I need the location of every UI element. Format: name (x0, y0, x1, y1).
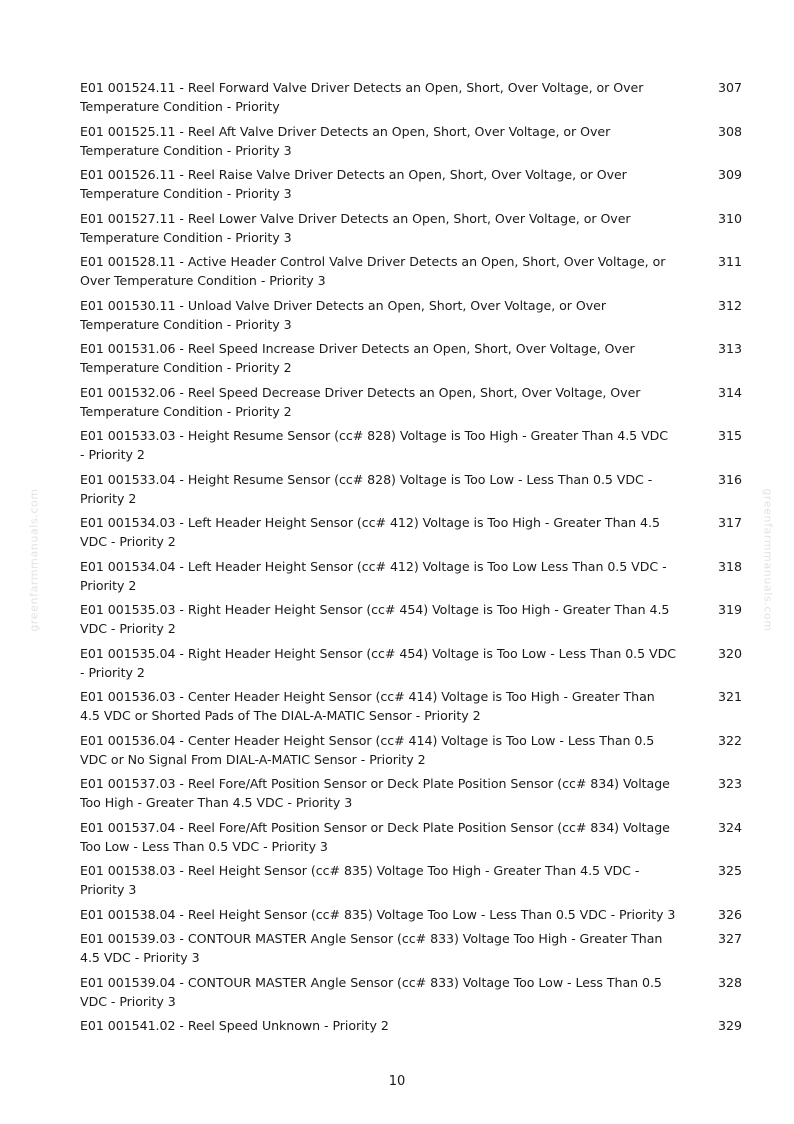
toc-entry-page-number: 316 (717, 471, 742, 487)
toc-entry[interactable] (80, 774, 742, 812)
toc-entry-title: E01 001524.11 - Reel Forward Valve Driver Detects an Open, Short, Over Voltage, or Over Temperature Condition - Priority (80, 80, 644, 114)
toc-entry-page-number: 313 (717, 341, 742, 356)
toc-entry[interactable] (80, 973, 742, 1011)
toc-entry-title: E01 001534.03 - Left Header Height Sensor (cc# 412) Voltage is Too High - Greater Than 4.5 VDC - Priority 2 (80, 515, 660, 549)
toc-entry-page-number: 318 (717, 558, 742, 574)
toc-entry-page-number: 326 (717, 906, 742, 922)
toc-entry[interactable] (80, 296, 742, 334)
toc-entry[interactable] (80, 818, 742, 856)
toc-entry-title: E01 001535.04 - Right Header Height Sensor (cc# 454) Voltage is Too Low - Less Than 0.5 VDC - Priority 2 (80, 645, 676, 680)
toc-entry-page-number: 323 (717, 776, 742, 791)
toc-entry[interactable] (80, 122, 742, 160)
toc-entry[interactable] (80, 209, 742, 247)
toc-entry[interactable] (80, 426, 742, 464)
toc-entry-title: E01 001536.03 - Center Header Height Sensor (cc# 414) Voltage is Too High - Greater Than 4.5 VDC or Shorted Pads of The DIAL-A-MATIC Sensor - Priority 2 (80, 689, 655, 723)
toc-entry[interactable] (80, 513, 742, 551)
toc-entry-page-number: 314 (717, 384, 742, 400)
toc-entry[interactable] (80, 644, 742, 682)
toc-entry[interactable] (80, 905, 742, 924)
watermark-right: greenfarmmanuals.com (761, 488, 775, 632)
toc-entry-title: E01 001538.03 - Reel Height Sensor (cc# 835) Voltage Too High - Greater Than 4.5 VDC - Priority 3 (80, 863, 640, 897)
toc-entry-title: E01 001541.02 - Reel Speed Unknown - Priority 2 (80, 1018, 389, 1033)
toc-entry-title: E01 001539.03 - CONTOUR MASTER Angle Sensor (cc# 833) Voltage Too High - Greater Than 4.5 VDC - Priority 3 (80, 931, 663, 965)
toc-entry-page-number: 315 (717, 428, 742, 443)
toc-entry-title: E01 001534.04 - Left Header Height Sensor (cc# 412) Voltage is Too Low Less Than 0.5 VDC - Priority 2 (80, 558, 667, 593)
toc-entry-page-number: 322 (717, 732, 742, 748)
toc-entry-page-number: 307 (717, 80, 742, 95)
toc-entry-page-number: 308 (717, 123, 742, 139)
toc-entry-page-number: 327 (717, 931, 742, 946)
toc-entry[interactable] (80, 383, 742, 421)
toc-entry-page-number: 325 (717, 863, 742, 878)
toc-entry[interactable] (80, 687, 742, 725)
toc-entry-page-number: 320 (717, 645, 742, 661)
toc-entry[interactable] (80, 252, 742, 290)
toc-entry[interactable] (80, 78, 742, 116)
toc-entry-title: E01 001531.06 - Reel Speed Increase Driver Detects an Open, Short, Over Voltage, Over Temperature Condition - Priority 2 (80, 341, 635, 375)
toc-entry-page-number: 321 (717, 689, 742, 704)
toc-entry[interactable] (80, 470, 742, 508)
toc-entry[interactable] (80, 1016, 742, 1035)
toc-entry-title: E01 001537.04 - Reel Fore/Aft Position Sensor or Deck Plate Position Sensor (cc# 834) Voltage Too Low - Less Than 0.5 VDC - Priority 3 (80, 819, 670, 854)
table-of-contents (80, 78, 742, 1041)
toc-entry-page-number: 309 (717, 167, 742, 182)
toc-entry-page-number: 328 (717, 974, 742, 990)
toc-entry-title: E01 001533.04 - Height Resume Sensor (cc# 828) Voltage is Too Low - Less Than 0.5 VDC - Priority 2 (80, 471, 653, 506)
toc-entry-title: E01 001527.11 - Reel Lower Valve Driver Detects an Open, Short, Over Voltage, or Over Temperature Condition - Priority 3 (80, 210, 631, 245)
toc-entry-title: E01 001526.11 - Reel Raise Valve Driver Detects an Open, Short, Over Voltage, or Over Temperature Condition - Priority 3 (80, 167, 627, 201)
toc-entry-page-number: 329 (717, 1018, 742, 1033)
toc-entry-title: E01 001530.11 - Unload Valve Driver Detects an Open, Short, Over Voltage, or Over Temperature Condition - Priority 3 (80, 297, 606, 332)
page-number-footer: 10 (388, 1074, 406, 1089)
toc-entry-page-number: 310 (717, 210, 742, 226)
toc-entry-page-number: 311 (717, 254, 742, 269)
toc-entry-title: E01 001532.06 - Reel Speed Decrease Driver Detects an Open, Short, Over Voltage, Over Temperature Condition - Priority 2 (80, 384, 641, 419)
toc-entry[interactable] (80, 600, 742, 638)
toc-entry-page-number: 324 (717, 819, 742, 835)
toc-entry-title: E01 001538.04 - Reel Height Sensor (cc# 835) Voltage Too Low - Less Than 0.5 VDC - Priority 3 (80, 906, 676, 922)
toc-entry[interactable] (80, 929, 742, 967)
toc-entry-title: E01 001533.03 - Height Resume Sensor (cc# 828) Voltage is Too High - Greater Than 4.5 VDC - Priority 2 (80, 428, 669, 462)
toc-entry[interactable] (80, 731, 742, 769)
toc-entry-title: E01 001525.11 - Reel Aft Valve Driver Detects an Open, Short, Over Voltage, or Over Temperature Condition - Priority 3 (80, 123, 611, 158)
watermark-left: greenfarmmanuals.com (27, 488, 41, 632)
toc-entry-title: E01 001537.03 - Reel Fore/Aft Position Sensor or Deck Plate Position Sensor (cc# 834) Voltage Too High - Greater Than 4.5 VDC - Priority 3 (80, 776, 670, 810)
toc-entry[interactable] (80, 339, 742, 377)
toc-entry-page-number: 312 (717, 297, 742, 313)
toc-entry-title: E01 001539.04 - CONTOUR MASTER Angle Sensor (cc# 833) Voltage Too Low - Less Than 0.5 VDC - Priority 3 (80, 974, 662, 1009)
toc-entry-page-number: 317 (717, 515, 742, 530)
toc-entry-title: E01 001536.04 - Center Header Height Sensor (cc# 414) Voltage is Too Low - Less Than 0.5 VDC or No Signal From DIAL-A-MATIC Sensor - Priority 2 (80, 732, 655, 767)
toc-entry-title: E01 001528.11 - Active Header Control Valve Driver Detects an Open, Short, Over Voltage, or Over Temperature Condition - Priority 3 (80, 254, 666, 288)
toc-entry-page-number: 319 (717, 602, 742, 617)
toc-entry-title: E01 001535.03 - Right Header Height Sensor (cc# 454) Voltage is Too High - Greater Than 4.5 VDC - Priority 2 (80, 602, 670, 636)
toc-entry[interactable] (80, 557, 742, 595)
toc-entry[interactable] (80, 861, 742, 899)
toc-entry[interactable] (80, 165, 742, 203)
